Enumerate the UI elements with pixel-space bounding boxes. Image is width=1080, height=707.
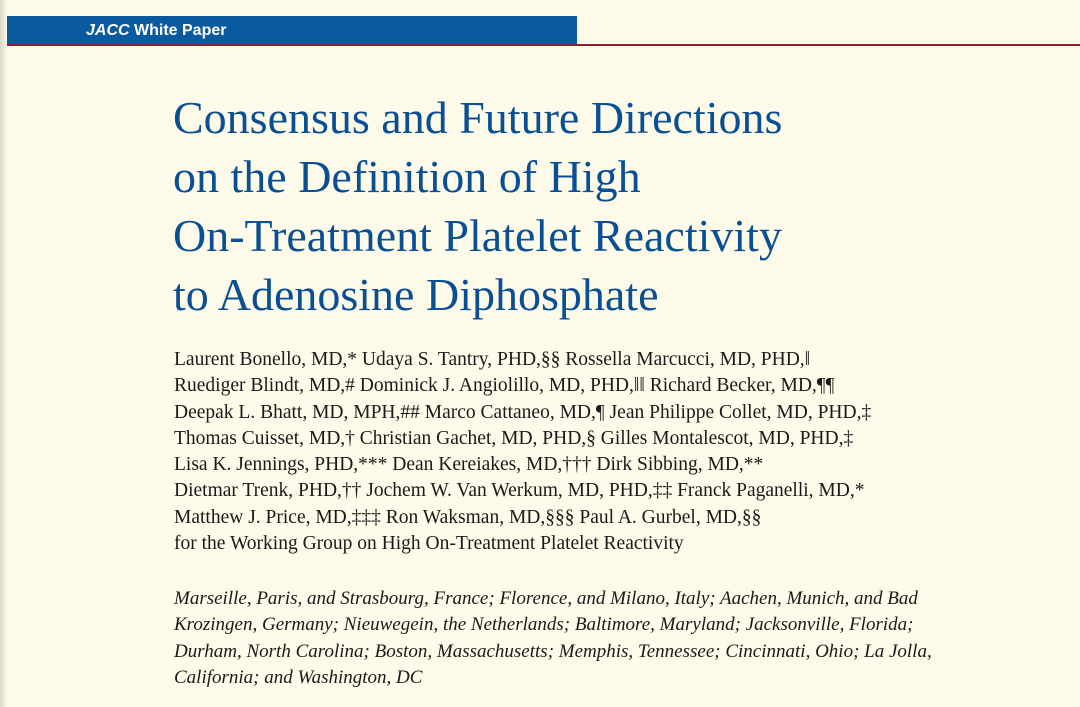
section-header-label [86, 20, 226, 42]
author-line: Ruediger Blindt, MD,# Dominick J. Angiolillo, MD, PHD,‖‖ Richard Becker, MD,¶¶ [174, 375, 835, 397]
title-line: on the Definition of High [173, 151, 641, 202]
author-line: Thomas Cuisset, MD,† Christian Gachet, MD, PHD,§ Gilles Montalescot, MD, PHD,‡ [174, 427, 854, 449]
affiliation-list [174, 586, 1064, 691]
header-divider [7, 44, 1080, 46]
page-edge-shadow [0, 0, 7, 707]
author-line: Lisa K. Jennings, PHD,*** Dean Kereiakes, MD,††† Dirk Sibbing, MD,** [174, 454, 764, 476]
journal-name: JACC [86, 22, 130, 39]
title-line: On-Treatment Platelet Reactivity [173, 210, 782, 261]
title-line: to Adenosine Diphosphate [173, 269, 659, 320]
affiliation-line: Krozingen, Germany; Nieuwegein, the Netherlands; Baltimore, Maryland; Jacksonville, Florida; [174, 614, 914, 636]
section-name: White Paper [134, 22, 227, 39]
affiliation-line: California; and Washington, DC [174, 666, 423, 688]
affiliation-line: Marseille, Paris, and Strasbourg, France; Florence, and Milano, Italy; Aachen, Munich, and Bad [174, 588, 918, 609]
author-line: Deepak L. Bhatt, MD, MPH,## Marco Cattaneo, MD,¶ Jean Philippe Collet, MD, PHD,‡ [174, 401, 872, 423]
working-group-line: for the Working Group on High On-Treatment Platelet Reactivity [174, 533, 684, 555]
affiliation-line: Durham, North Carolina; Boston, Massachusetts; Memphis, Tennessee; Cincinnati, Ohio; La Jolla, [174, 640, 932, 662]
title-line: Consensus and Future Directions [173, 92, 783, 143]
author-list [174, 347, 1064, 557]
article-title [173, 88, 1053, 324]
author-line: Laurent Bonello, MD,* Udaya S. Tantry, PHD,§§ Rossella Marcucci, MD, PHD,‖ [174, 349, 811, 370]
author-line: Dietmar Trenk, PHD,†† Jochem W. Van Werkum, MD, PHD,‡‡ Franck Paganelli, MD,* [174, 480, 865, 502]
author-line: Matthew J. Price, MD,‡‡‡ Ron Waksman, MD,§§§ Paul A. Gurbel, MD,§§ [174, 506, 762, 528]
